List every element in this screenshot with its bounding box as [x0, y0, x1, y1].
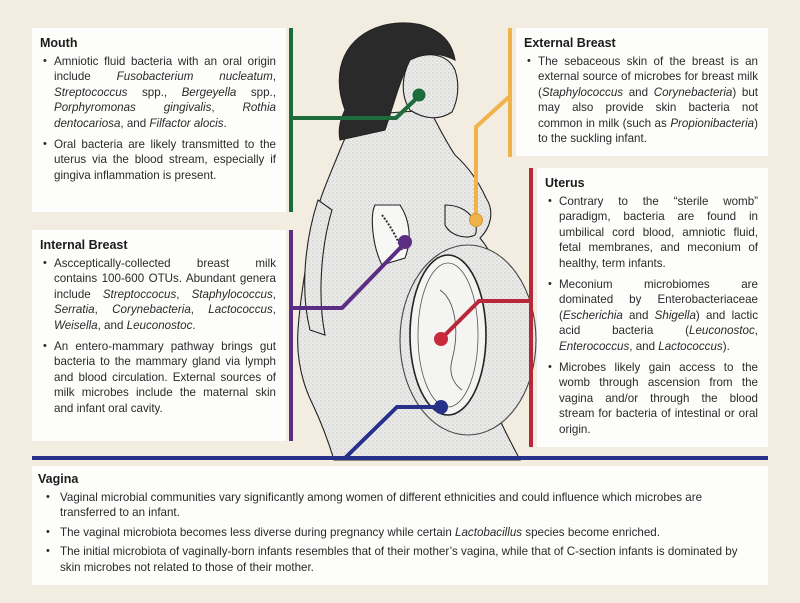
body-figure: [298, 23, 536, 460]
mouth-title: Mouth: [40, 36, 78, 50]
uterus-panel: [537, 168, 768, 447]
bullet-item: • An entero-mammary pathway brings gut bacteria to the mammary gland via lymph and blood circulation. External sources of milk microbes include the maternal skin and infant oral cavity.: [54, 339, 276, 416]
vagina-title: Vagina: [38, 472, 79, 486]
mouth-connector: [291, 28, 419, 212]
mouth-marker: [413, 89, 426, 102]
bullet-item: • Vaginal microbial communities vary significantly among women of different ethnicities and could influence which microbes are transferred to an infant.: [60, 490, 758, 521]
bullet-item: • The initial microbiota of vaginally-born infants resembles that of their mother’s vagina, while that of C-section infants is dominated by skin microbes not related to those of their mother.: [60, 544, 758, 575]
external-breast-bullets: [524, 54, 758, 146]
vagina-panel: [32, 466, 768, 585]
internal-breast-title: Internal Breast: [40, 238, 128, 252]
bullet-item: • Ascceptically-collected breast milk contains 100-600 OTUs. Abundant genera include Streptoccocus, Staphylococcus, Serratia, Corynebacteria, Lactococcus, Weisella, and Leuconostoc.: [54, 256, 276, 333]
internal-breast-panel: [32, 230, 286, 441]
mouth-panel: [32, 28, 286, 212]
vagina-marker: [434, 400, 448, 414]
uterus-marker: [434, 332, 448, 346]
bullet-item: • Amniotic fluid bacteria with an oral origin include Fusobacterium nucleatum, Streptococcus spp., Bergeyella spp., Porphyromonas gingivalis, Rothia dentocariosa, and Filfactor alocis.: [54, 54, 276, 131]
external-breast-panel: [516, 28, 768, 156]
external-breast-connector: [476, 28, 510, 218]
external-breast-title: External Breast: [524, 36, 616, 50]
internal-breast-marker: [398, 235, 412, 249]
internal-breast-bullets: [40, 256, 276, 416]
vagina-bullets: [38, 490, 758, 575]
external-breast-marker: [470, 214, 483, 227]
internal-breast-connector: [291, 230, 405, 441]
bullet-item: • Microbes likely gain access to the womb through ascension from the vagina and/or through the blood stream for bacteria of intestinal or oral origin.: [559, 360, 758, 437]
uterus-title: Uterus: [545, 176, 585, 190]
bullet-item: • Oral bacteria are likely transmitted to the uterus via the blood stream, especially if gingiva inflammation is present.: [54, 137, 276, 183]
bullet-item: • The sebaceous skin of the breast is an external source of microbes for breast milk (Staphylococcus and Corynebacteria) but may also provide skin bacteria not common in milk (such as Propionibacteria) to the suckling infant.: [538, 54, 758, 146]
bullet-item: • The vaginal microbiota becomes less diverse during pregnancy while certain Lactobacillus species become enriched.: [60, 525, 758, 540]
uterus-bullets: [545, 194, 758, 437]
uterus-connector: [441, 168, 531, 447]
bullet-item: • Contrary to the “sterile womb” paradigm, bacteria are found in umbilical cord blood, amniotic fluid, fetal membranes, and meconium of healthy, term infants.: [559, 194, 758, 271]
mouth-bullets: [40, 54, 276, 183]
bullet-item: • Meconium microbiomes are dominated by Enterobacteriaceae (Escherichia and Shigella) and lactic acid bacteria (Leuconostoc, Enterococcus, and Lactococcus).: [559, 277, 758, 354]
